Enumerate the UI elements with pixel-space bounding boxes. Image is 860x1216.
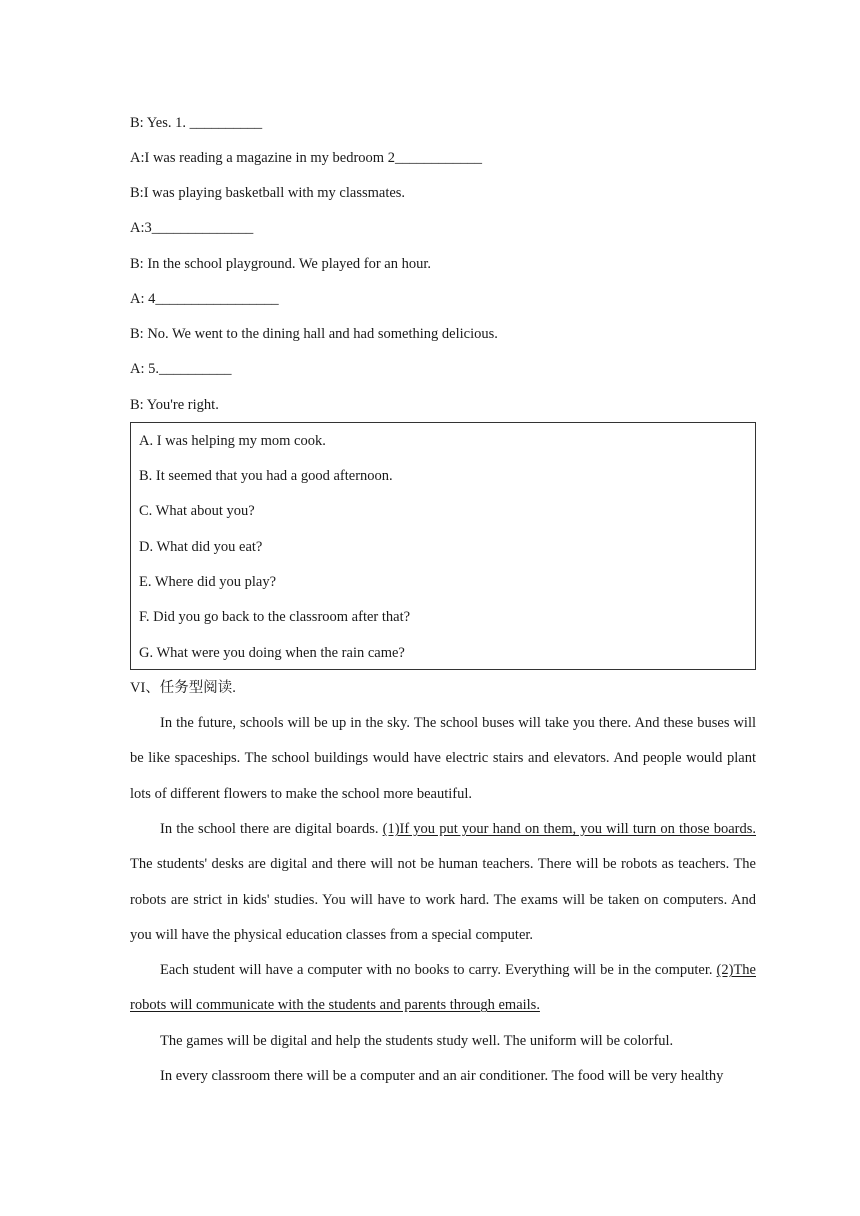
passage-paragraph-5 bbox=[130, 1059, 756, 1094]
option-e: E. Where did you play? bbox=[139, 574, 277, 590]
options-box bbox=[130, 422, 756, 670]
paragraph-2-start: In the school there are digital boards. bbox=[160, 821, 383, 837]
dialogue-line-5: B: In the school playground. We played for an hour. bbox=[130, 256, 431, 272]
underlined-sentence-2: (2)The robots will communicate with the students and parents through emails. bbox=[130, 962, 756, 1014]
underlined-sentence-1: (1)If you put your hand on them, you will turn on those boards. bbox=[382, 821, 756, 837]
option-d: D. What did you eat? bbox=[139, 539, 263, 555]
option-g: G. What were you doing when the rain came? bbox=[139, 645, 405, 661]
dialogue-line-3: B:I was playing basketball with my classmates. bbox=[130, 185, 406, 201]
dialogue-line-1: B: Yes. 1. __________ bbox=[130, 115, 263, 131]
passage-paragraph-2 bbox=[130, 812, 756, 954]
dialogue-line-4: A:3______________ bbox=[130, 220, 254, 236]
dialogue-line-8: A: 5.__________ bbox=[130, 361, 232, 377]
dialogue-line-9: B: You're right. bbox=[130, 397, 219, 413]
dialogue-line-2: A:I was reading a magazine in my bedroom 2____________ bbox=[130, 150, 482, 166]
paragraph-2-end: The students' desks are digital and there will not be human teachers. There will be robots as teachers. The robots are strict in kids' studies. You will have to work hard. The exams will be taken on computers. And you will have the physical education classes from a special computer. bbox=[130, 856, 756, 944]
passage-paragraph-4 bbox=[130, 1024, 756, 1059]
paragraph-1-text: In the future, schools will be up in the sky. The school buses will take you there. And these buses will be like spaceships. The school buildings would have electric stairs and elevators. And people would plant lots of different flowers to make the school more beautiful. bbox=[130, 715, 756, 802]
option-c: C. What about you? bbox=[139, 503, 255, 519]
paragraph-5-text: In every classroom there will be a computer and an air conditioner. The food will be very healthy bbox=[160, 1068, 724, 1084]
paragraph-3-start: Each student will have a computer with no books to carry. Everything will be in the computer. bbox=[160, 962, 717, 978]
section-title: VI、任务型阅读. bbox=[130, 680, 236, 696]
dialogue-line-7: B: No. We went to the dining hall and had something delicious. bbox=[130, 326, 498, 342]
dialogue-line-6: A: 4_________________ bbox=[130, 291, 279, 307]
option-f: F. Did you go back to the classroom after that? bbox=[139, 609, 411, 625]
option-b: B. It seemed that you had a good afternoon. bbox=[139, 468, 393, 484]
option-a: A. I was helping my mom cook. bbox=[139, 433, 326, 449]
passage-paragraph-3 bbox=[130, 953, 756, 1024]
passage-paragraph-1 bbox=[130, 706, 756, 812]
paragraph-4-text: The games will be digital and help the students study well. The uniform will be colorful. bbox=[160, 1033, 674, 1049]
